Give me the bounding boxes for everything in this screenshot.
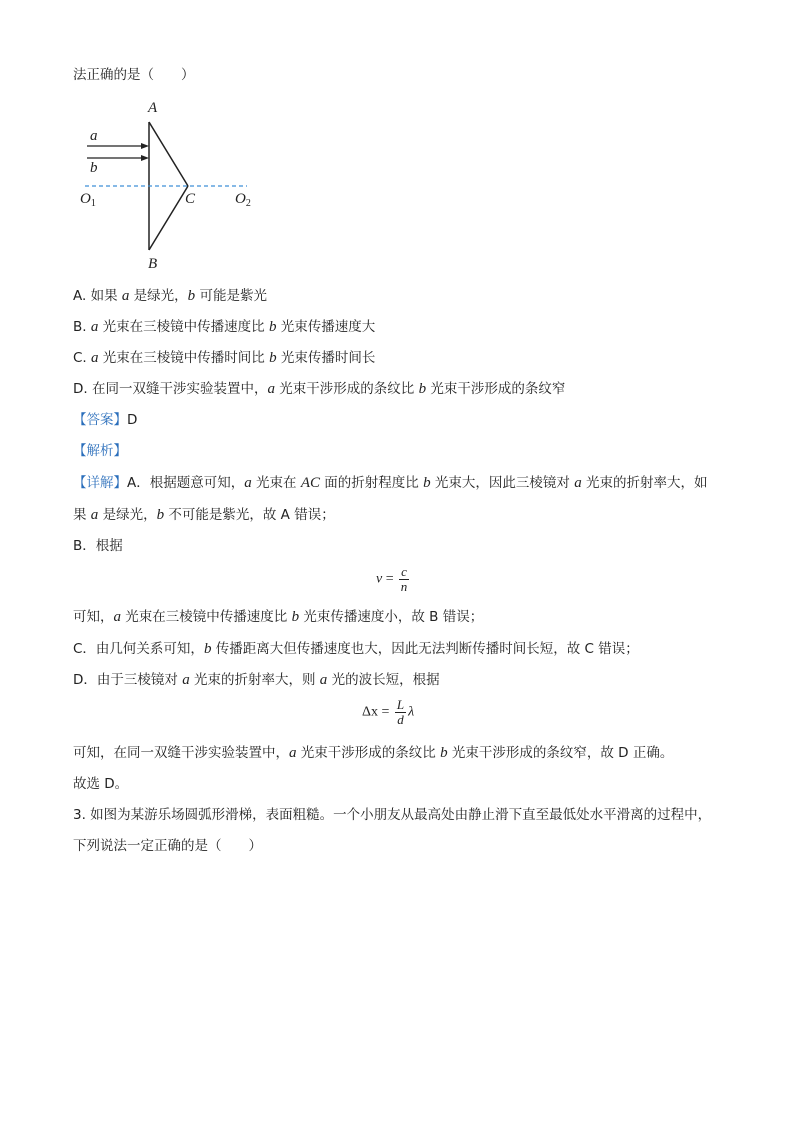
question-intro: 法正确的是（ ） [73, 67, 195, 83]
answer-label: 【答案】 [73, 412, 127, 428]
label-O2-sub: 2 [245, 198, 251, 209]
label-C: C [185, 191, 196, 207]
prism-triangle [149, 122, 188, 250]
label-ray-b: b [90, 160, 98, 176]
formula-delta-x: Δx = $\frac{L}{d}$ λ [362, 697, 415, 727]
answer-value: D [127, 412, 138, 428]
answer-line [73, 411, 137, 429]
option-D: D. 在同一双缝干涉实验装置中，a 光束干涉形成的条纹比 b 光束干涉形成的条纹窄 [73, 381, 566, 397]
analysis-label: 【解析】 [73, 443, 127, 459]
prism-figure [75, 96, 265, 272]
formula-v-c-over-n: v = $\frac{c}{n}$ [376, 564, 408, 594]
detail-line-2: 果 a 是绿光，b 不可能是紫光，故 A 错误； [73, 507, 335, 523]
label-A: A [148, 100, 158, 116]
label-O1-sub: 1 [90, 198, 96, 209]
label-B: B [148, 256, 158, 272]
question-3-line-2: 下列说法一定正确的是（ ） [73, 838, 262, 854]
c-line: C．由几何关系可知，b 传播距离大但传播速度也大，因此无法判断传播时间长短，故 C 错误； [73, 641, 639, 657]
option-A: A. 如果 a 是绿光，b 可能是紫光 [73, 288, 267, 304]
label-ray-a: a [90, 128, 98, 144]
choose-line: 故选 D。 [73, 776, 129, 792]
option-B: B. a 光束在三棱镜中传播速度比 b 光束传播速度大 [73, 319, 376, 335]
b-intro: B．根据 [73, 538, 123, 554]
label-O2: $O_2$ [235, 191, 251, 209]
option-C: C. a 光束在三棱镜中传播时间比 b 光束传播时间长 [73, 350, 376, 366]
question-3-line-1: 3. 如图为某游乐场圆弧形滑梯，表面粗糙。一个小朋友从最高处由静止滑下直至最低处水平滑离的过程中， [73, 807, 712, 823]
detail-line-1: 【详解】A．根据题意可知，a 光束在 AC 面的折射程度比 b 光束大，因此三棱镜对 a 光束的折射率大，如 [73, 475, 708, 491]
b-conclusion: 可知，a 光束在三棱镜中传播速度比 b 光束传播速度小，故 B 错误； [73, 609, 484, 625]
d-conclusion: 可知，在同一双缝干涉实验装置中，a 光束干涉形成的条纹比 b 光束干涉形成的条纹窄，故 D 正确。 [73, 745, 674, 761]
d-intro: D．由于三棱镜对 a 光束的折射率大，则 a 光的波长短，根据 [73, 672, 440, 688]
label-O1: $O_1$ [80, 191, 96, 209]
